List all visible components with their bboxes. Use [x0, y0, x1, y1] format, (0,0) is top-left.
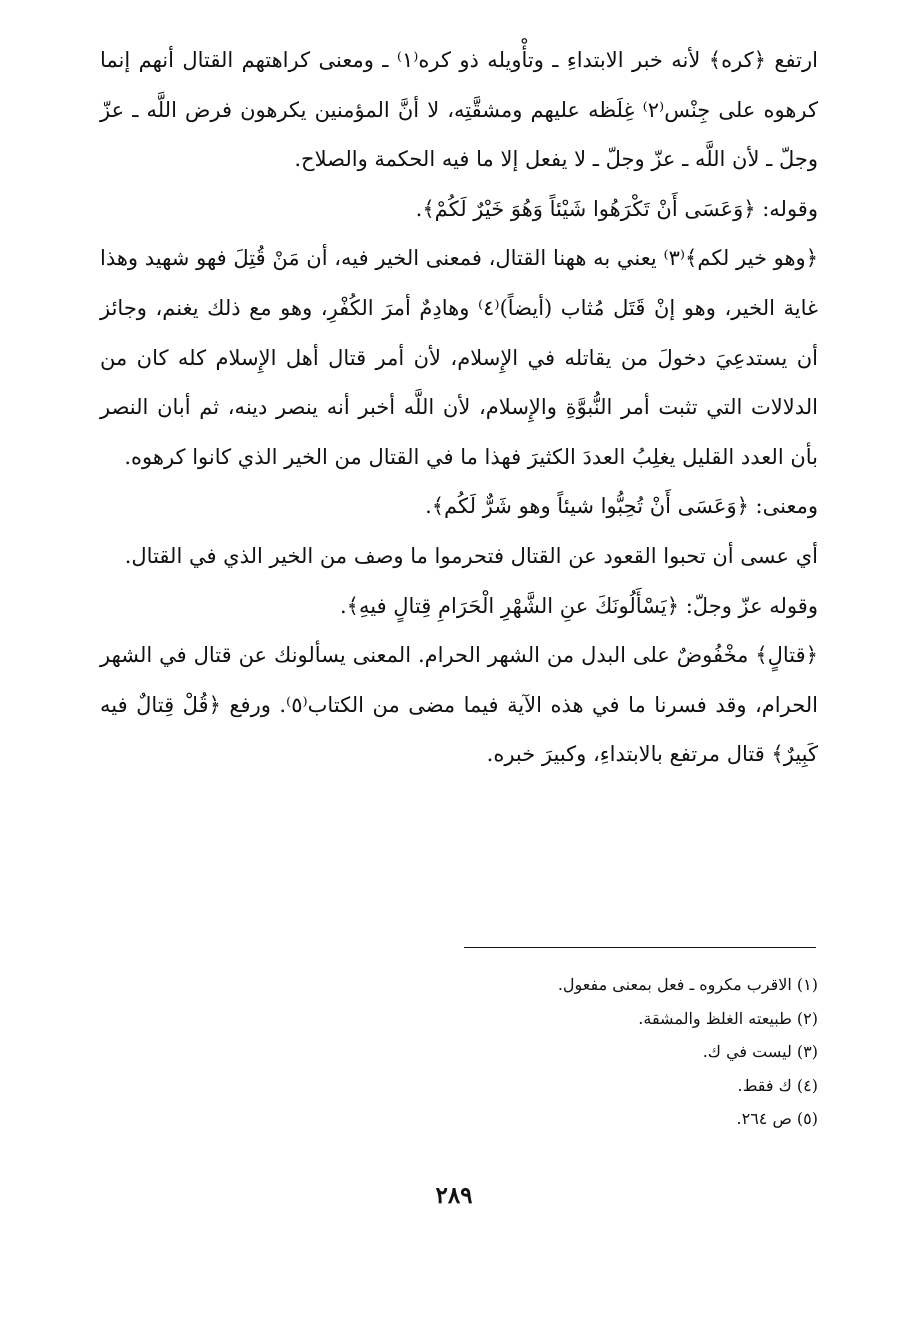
paragraph: وقوله: ﴿وَعَسَى أَنْ تَكْرَهُوا شَيْئاً وَهُوَ خَيْرٌ لَكُمْ﴾.: [415, 196, 818, 221]
footnote-item: (٥) ص ٢٦٤.: [736, 1109, 818, 1128]
footnote-item: (٣) ليست في ك.: [702, 1042, 818, 1061]
footnote-item: (٤) ك فقط.: [737, 1075, 818, 1095]
main-text: [100, 36, 818, 780]
paragraph: ومعنى: ﴿وَعَسَى أَنْ تُحِبُّوا شيئاً وهو شَرٌّ لَكُم﴾.: [425, 494, 818, 519]
footnote-divider: [464, 947, 816, 948]
paragraph: وقوله عزّ وجلّ: ﴿يَسْأَلُونَكَ عنِ الشَّهْرِ الْحَرَامِ قِتالٍ فيهِ﴾.: [340, 593, 818, 618]
paragraph: ارتفع ﴿كره﴾ لأنه خبر الابتداءِ ـ وتأْويله ذو كره⁽١⁾ ـ ومعنى كراهتهم القتال أنهم إنما كرهوه على جِنْس⁽٢⁾ غِلَظه عليهم ومشقَّتِه، لا أنَّ المؤمنين يكرهون فرض اللَّه ـ عزّ وجلّ ـ لأن اللَّه ـ عزّ وجلّ ـ لا يفعل إلا ما فيه الحكمة والصلاح.: [100, 48, 818, 172]
footnote-item: (٢) طبيعته الغلظ والمشقة.: [638, 1008, 818, 1028]
footnotes-list: [100, 968, 818, 1136]
footnote-item: (١) الاقرب مكروه ـ فعل بمعنى مفعول.: [557, 975, 818, 994]
paragraph: ﴿وهو خير لكم﴾⁽٣⁾ يعني به ههنا القتال، فمعنى الخير فيه، أن مَنْ قُتِلَ فهو شهيد وهذا غاية الخير، وهو إنْ قَتَل مُثاب (أيضاً)⁽٤⁾ وهادِمٌ أمرَ الكُفْرِ، وهو مع ذلك يغنم، وجائز أن يستدعِيَ دخولَ من يقاتله في الإِسلام، لأن أمر قتال أهل الإِسلام كله كان من الدلالات التي تثبت أمر النُّبوَّةِ والإِسلام، لأن اللَّه أخبر أنه ينصر دينه، ثم أبان النصر بأن العدد القليل يغلِبُ العددَ الكثيرَ فهذا ما في القتال من الخير الذي كانوا كرهوه.: [100, 246, 818, 469]
paragraph: ﴿قتالٍ﴾ مخْفُوضٌ على البدل من الشهر الحرام. المعنى يسألونك عن قتال في الشهر الحرام، وقد فسرنا ما في هذه الآية فيما مضى من الكتاب⁽٥⁾. ورفع ﴿قُلْ قِتالٌ فيه كَبِيرٌ﴾ قتال مرتفع بالابتداءِ، وكبيرَ خبره.: [100, 643, 819, 767]
page-number: ٢٨٩: [435, 1182, 473, 1209]
paragraph: أي عسى أن تحبوا القعود عن القتال فتحرموا ما وصف من الخير الذي في القتال.: [124, 543, 818, 568]
